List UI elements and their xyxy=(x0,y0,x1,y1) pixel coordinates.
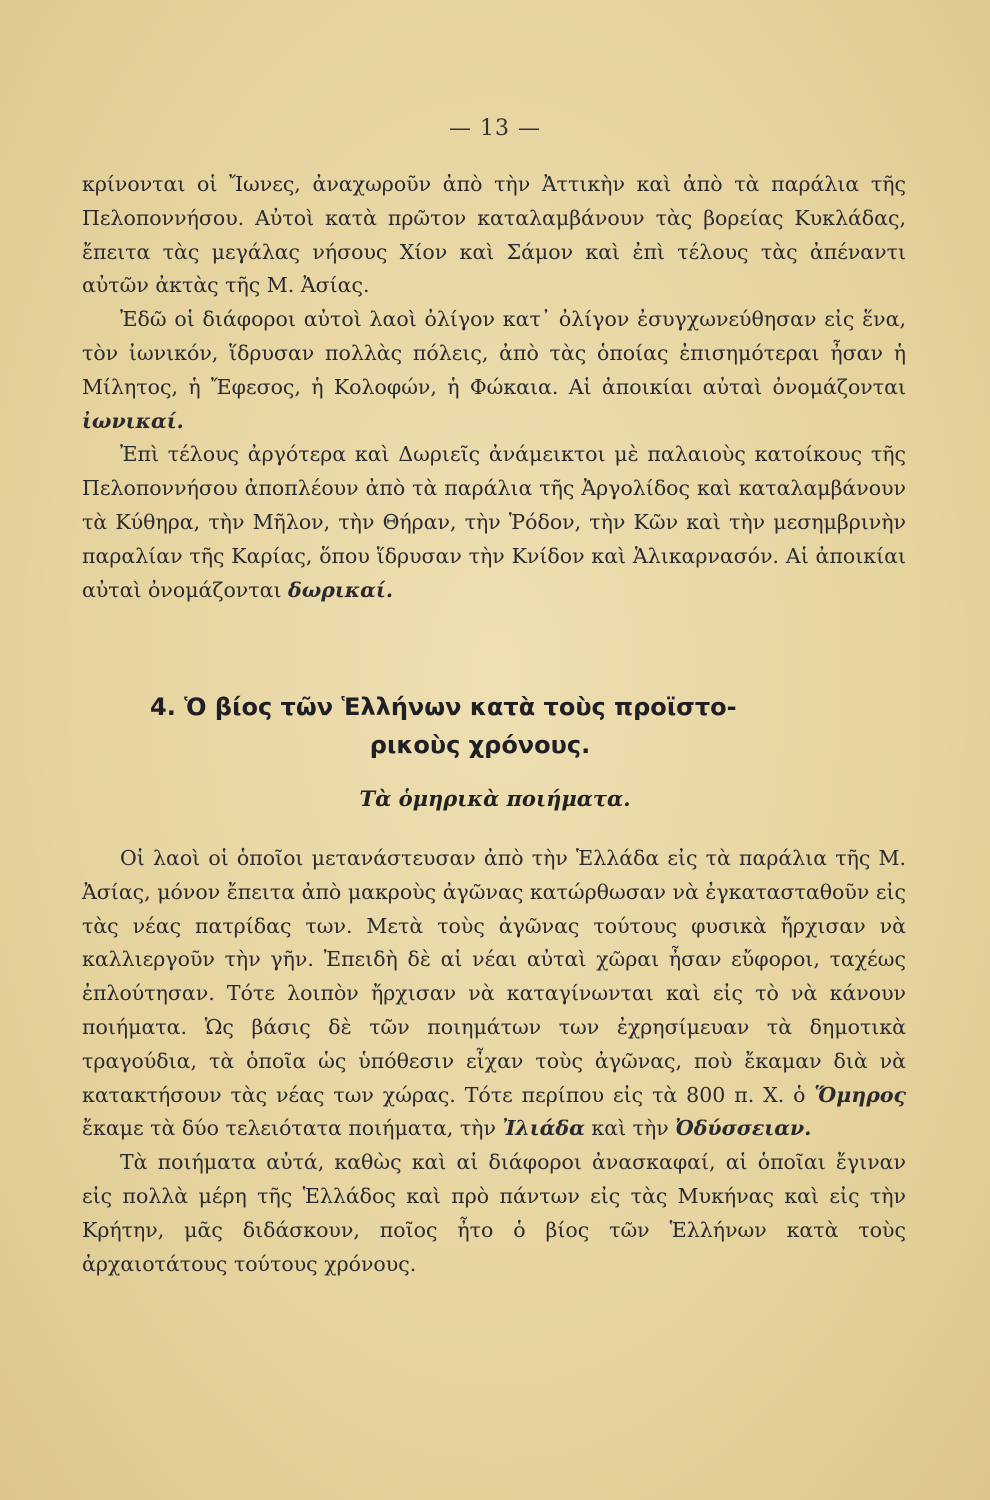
section-heading-line-1: 4. Ὁ βίος τῶν Ἑλλήνων κατὰ τοὺς προϊστο- xyxy=(150,693,737,721)
paragraph-text: Ἐπὶ τέλους ἀργότερα καὶ Δωριεῖς ἀνάμεικτοι μὲ παλαιοὺς κατοίκους τῆς Πελοποννήσου ἀποπλέουν ἀπὸ τὰ παράλια τῆς Ἀργολίδος καὶ καταλαμβάνουν τὰ Κύθηρα, τὴν Μῆλον, τὴν Θήραν, τὴν Ῥόδον, τὴν Κῶν καὶ τὴν μεσημβρινὴν παραλίαν τῆς Καρίας, ὅπου ἵδρυσαν τὴν Κνίδον καὶ Ἁλικαρνασόν. Αἱ ἀποικίαι αὐταὶ ὀνομάζονται xyxy=(82,442,906,602)
title-odyssey: Ὀδύσσειαν. xyxy=(675,1116,812,1141)
paragraph-text: καὶ τὴν xyxy=(591,1116,669,1141)
paragraph-ionian-colonies xyxy=(82,303,906,438)
text-block-bottom xyxy=(82,842,906,1281)
paragraph-homeric-poems xyxy=(82,842,906,1146)
paragraph-text: Ἐδῶ οἱ διάφοροι αὐτοὶ λαοὶ ὀλίγον κατ᾽ ὀλίγον ἐσυγχωνεύθησαν εἰς ἕνα, τὸν ἰωνικόν, ἵδρυσαν πολλὰς πόλεις, ἀπὸ τὰς ὁποίας ἐπισημότεραι ἦσαν ἡ Μίλητος, ἡ Ἔφεσος, ἡ Κολοφών, ἡ Φώκαια. Αἱ ἀποικίαι αὐταὶ ὀνομάζονται xyxy=(82,307,906,399)
section-subtitle: Τὰ ὁμηρικὰ ποιήματα. xyxy=(359,786,631,811)
text-block-top xyxy=(82,168,906,607)
title-iliad: Ἰλιάδα xyxy=(502,1116,585,1141)
paragraph-dorian-colonies xyxy=(82,438,906,607)
name-homer: Ὅμηρος xyxy=(814,1082,906,1107)
paragraph-text: ἔκαμε τὰ δύο τελειότατα ποιήματα, τὴν xyxy=(82,1116,496,1141)
section-heading xyxy=(150,688,850,764)
paragraph-ionians-continued: κρίνονται οἱ Ἴωνες, ἀναχωροῦν ἀπὸ τὴν Ἀττικὴν καὶ ἀπὸ τὰ παράλια τῆς Πελοποννήσου. Αὐτοὶ κατὰ πρῶτον καταλαμβάνουν τὰς βορείας Κυκλάδας, ἔπειτα τὰς μεγάλας νήσους Χίον καὶ Σάμον καὶ ἐπὶ τέλους τὰς ἀπέναντι αὐτῶν ἀκτὰς τῆς Μ. Ἀσίας. xyxy=(82,172,906,298)
section-heading-line-2: ρικοὺς χρόνους. xyxy=(369,731,591,759)
page-number: — 13 — xyxy=(449,116,541,141)
paragraph-text: Οἱ λαοὶ οἱ ὁποῖοι μετανάστευσαν ἀπὸ τὴν Ἑλλάδα εἰς τὰ παράλια τῆς Μ. Ἀσίας, μόνον ἔπειτα ἀπὸ μακροὺς ἀγῶνας κατώρθωσαν νὰ ἐγκατασταθοῦν εἰς τὰς νέας πατρίδας των. Μετὰ τοὺς ἀγῶνας τούτους φυσικὰ ἤρχισαν νὰ καλλιεργοῦν τὴν γῆν. Ἐπειδὴ δὲ αἱ νέαι αὐταὶ χῶραι ἦσαν εὔφοροι, ταχέως ἐπλούτησαν. Τότε λοιπὸν ἤρχισαν νὰ καταγίνωνται καὶ εἰς τὸ νὰ κάνουν ποιήματα. Ὡς βάσις δὲ τῶν ποιημάτων των ἐχρησίμευαν τὰ δημοτικὰ τραγούδια, τὰ ὁποῖα ὡς ὑπόθεσιν εἶχαν τοὺς ἀγῶνας, ποὺ ἔκαμαν διὰ νὰ κατακτήσουν τὰς νέας των χώρας. Τότε περίπου εἰς τὰ 800 π. Χ. ὁ xyxy=(82,846,906,1107)
term-dorian: δωρικαί. xyxy=(288,577,393,602)
term-ionian: ἰωνικαί. xyxy=(82,408,184,433)
paragraph-excavations: Τὰ ποιήματα αὐτά, καθὼς καὶ αἱ διάφοροι ἀνασκαφαί, αἱ ὁποῖαι ἔγιναν εἰς πολλὰ μέρη τῆς Ἑλλάδος καὶ πρὸ πάντων εἰς τὰς Μυκήνας καὶ εἰς τὴν Κρήτην, μᾶς διδάσκουν, ποῖος ἦτο ὁ βίος τῶν Ἑλλήνων κατὰ τοὺς ἀρχαιοτάτους τούτους χρόνους. xyxy=(82,1150,906,1276)
